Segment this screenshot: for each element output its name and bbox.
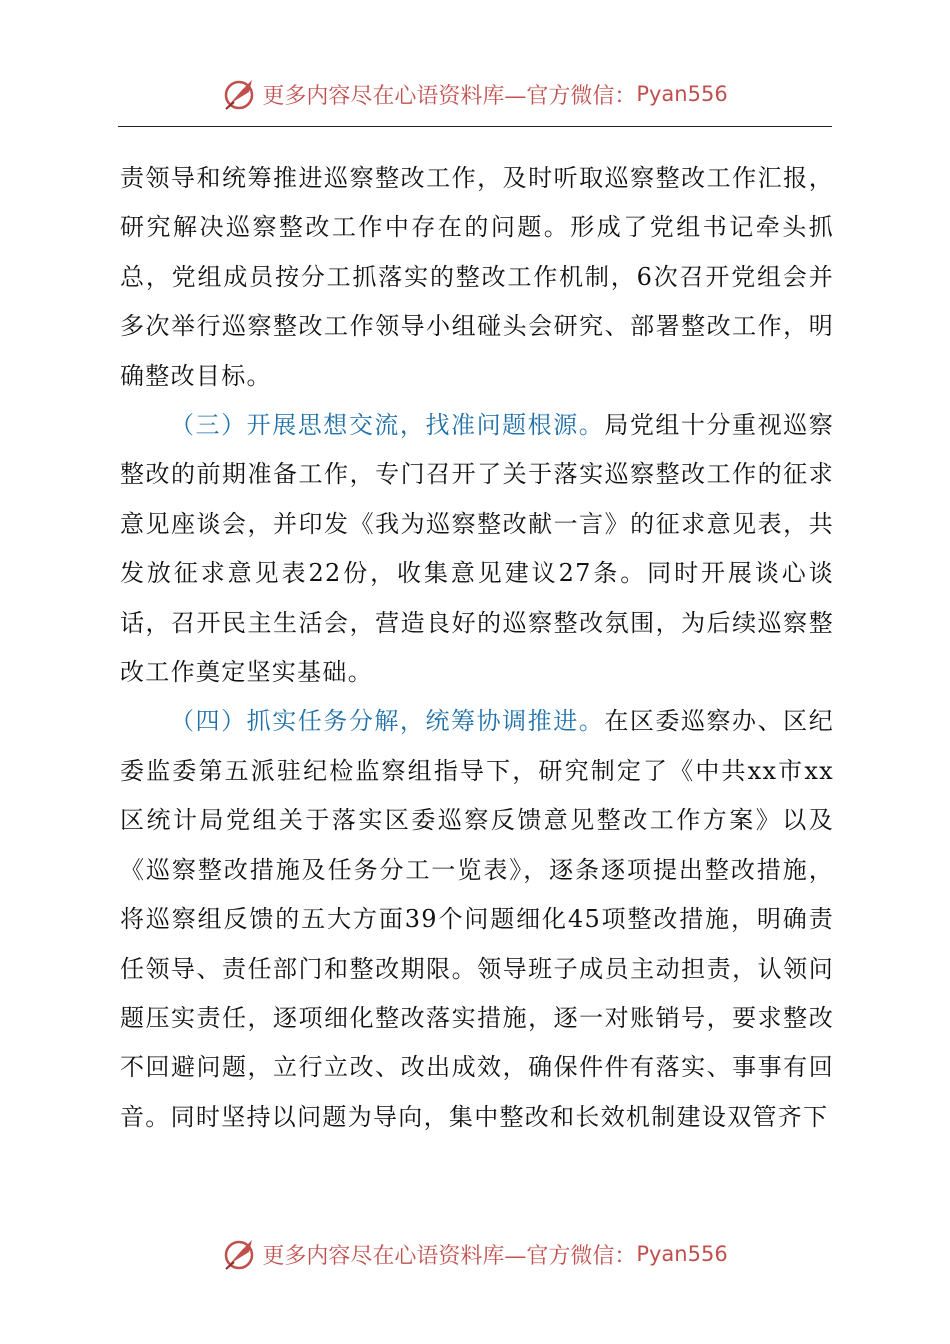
footer-banner-text: 更多内容尽在心语资料库—官方微信： <box>262 1243 637 1269</box>
section-3-body: 局党组十分重视巡察整改的前期准备工作，专门召开了关于落实巡察整改工作的征求意见座谈会，并印发《我为巡察整改献一言》的征求意见表，共发放征求意见表22份，收集意见建议27条。同时开展谈心谈话，召开民主生活会，营造良好的巡察整改氛围，为后续巡察整改工作奠定坚实基础。 <box>120 411 834 687</box>
document-body <box>120 154 834 1142</box>
section-3-heading: （三）开展思想交流，找准问题根源。 <box>170 411 605 440</box>
header-banner-text: 更多内容尽在心语资料库—官方微信： <box>262 83 637 109</box>
paragraph-continuation: 责领导和统筹推进巡察整改工作，及时听取巡察整改工作汇报，研究解决巡察整改工作中存在的问题。形成了党组书记牵头抓总，党组成员按分工抓落实的整改工作机制，6次召开党组会并多次举行巡察整改工作领导小组碰头会研究、部署整改工作，明确整改目标。 <box>120 164 834 390</box>
quill-logo-icon <box>222 76 258 112</box>
header-divider <box>118 126 832 127</box>
section-4-body: 在区委巡察办、区纪委监委第五派驻纪检监察组指导下，研究制定了《中共xx市xx区统计局党组关于落实区委巡察反馈意见整改工作方案》以及《巡察整改措施及任务分工一览表》，逐条逐项提出整改措施，将巡察组反馈的五大方面39个问题细化45项整改措施，明确责任领导、责任部门和整改期限。领导班子成员主动担责，认领问题压实责任，逐项细化整改落实措施，逐一对账销号，要求整改不回避问题，立行立改、改出成效，确保件件有落实、事事有回音。同时坚持以问题为导向，集中整改和长效机制建设双管齐下 <box>120 707 834 1131</box>
header-banner <box>0 72 950 116</box>
footer-banner <box>0 1232 950 1276</box>
header-wechat-id: Pyan556 <box>636 82 728 106</box>
paragraph-section-4 <box>120 697 834 1142</box>
section-4-heading: （四）抓实任务分解，统筹协调推进。 <box>170 707 605 736</box>
paragraph-section-3 <box>120 401 834 697</box>
footer-wechat-id: Pyan556 <box>636 1242 728 1266</box>
quill-logo-icon <box>222 1236 258 1272</box>
